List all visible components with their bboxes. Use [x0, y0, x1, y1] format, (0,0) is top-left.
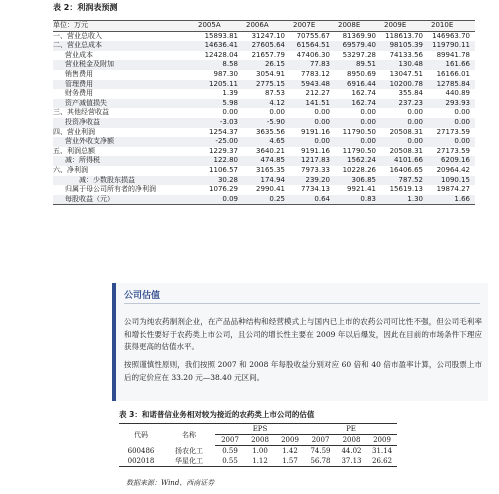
cell-value: 0.00: [360, 108, 376, 117]
cell-value: 162.74: [351, 89, 376, 98]
cell-value: 74133.56: [389, 50, 423, 59]
cell-value: 7783.12: [301, 69, 330, 78]
cell-value: 19874.27: [436, 185, 470, 194]
cell-value: 0.00: [269, 108, 285, 117]
table-row: [53, 118, 475, 128]
company-name: 扬农化工: [175, 446, 203, 455]
cell-value: 31247.10: [251, 31, 285, 40]
valuation-paragraph-1: 公司为纯农药制剂企业，在产品品种结构和经营模式上与国内已上市的农药公司可比性不强，但公司毛利率和增长性要好于农药类上市公司，且公司的增长性主要在 2009 年以后爆发，因此在目前的市场条件下理应获得更高的估值水平。: [124, 317, 482, 351]
income-statement-forecast-table: [53, 20, 475, 205]
code-header: 代码: [119, 424, 163, 446]
cell-value: 0.00: [381, 137, 428, 147]
table-row: [53, 80, 475, 90]
cell-value: 787.52: [381, 176, 428, 186]
cell-value: 0.00: [381, 118, 428, 128]
table-row: [119, 446, 397, 457]
cell-value: 0.25: [243, 195, 290, 205]
cell-value: 12785.84: [428, 80, 475, 90]
row-label: 归属于母公司所有者的净利润: [65, 185, 156, 194]
year-header: 2008: [245, 435, 275, 446]
cell-value: 0.00: [335, 137, 381, 147]
cell-value: 10228.26: [342, 165, 376, 174]
year-header: 2007E: [290, 21, 335, 32]
cell-value: 8950.69: [347, 69, 376, 78]
cell-value: 56.78: [305, 456, 336, 467]
cell-value: 4.65: [243, 137, 290, 147]
table-row: [53, 147, 475, 157]
cell-value: 4.12: [243, 99, 290, 109]
cell-value: 11790.50: [342, 127, 376, 136]
cell-value: 3640.21: [256, 146, 285, 155]
cell-value: 1.42: [282, 447, 298, 455]
cell-value: 10200.78: [381, 80, 428, 90]
year-header: 2010E: [428, 21, 475, 32]
cell-value: 0.64: [290, 195, 335, 205]
cell-value: 26.62: [367, 456, 397, 467]
cell-value: 77.83: [290, 60, 335, 70]
cell-value: 1.66: [428, 195, 475, 205]
cell-value: 1.30: [381, 195, 428, 205]
cell-value: 1.12: [245, 456, 275, 467]
row-label: 四、营业利润: [53, 127, 95, 136]
cell-value: 2990.41: [256, 185, 285, 194]
table2-header-row: [53, 21, 475, 32]
pe-group-header: PE: [305, 424, 397, 435]
row-label: 减：少数股东损益: [53, 176, 195, 186]
cell-value: 16406.65: [389, 165, 423, 174]
cell-value: 27605.64: [243, 41, 290, 51]
cell-value: 7734.13: [301, 185, 330, 194]
table-row: [53, 137, 475, 147]
cell-value: 0.83: [335, 195, 381, 205]
table-row: [53, 31, 475, 41]
cell-value: 70755.67: [296, 31, 330, 40]
cell-value: 26.15: [243, 60, 290, 70]
cell-value: 118613.70: [385, 31, 423, 40]
cell-value: 122.80: [195, 156, 243, 166]
table-row: [53, 185, 475, 195]
cell-value: 0.00: [407, 108, 423, 117]
cell-value: 1106.57: [209, 165, 238, 174]
cell-value: 440.89: [445, 89, 470, 98]
row-label: 一、营业总收入: [53, 31, 102, 40]
cell-value: 12428.04: [204, 50, 238, 59]
cell-value: 3054.91: [256, 69, 285, 78]
table3-title: 表 3：和诺普信业务相对较为接近的农药类上市公司的估值: [119, 410, 315, 419]
row-label: 六、净利润: [53, 165, 88, 174]
cell-value: 5943.48: [290, 80, 335, 90]
table-row: [53, 99, 475, 109]
table-row: [53, 128, 475, 138]
cell-value: 146963.70: [432, 31, 470, 40]
cell-value: 8.58: [195, 60, 243, 70]
company-name: 华星化工: [163, 456, 215, 467]
cell-value: 16166.01: [436, 69, 470, 78]
row-label: 每股收益（元）: [53, 195, 195, 205]
table-row: [53, 89, 475, 99]
cell-value: 1090.15: [428, 176, 475, 186]
table-row: [53, 176, 475, 186]
cell-value: 1229.37: [209, 146, 238, 155]
row-label: 财务费用: [65, 89, 93, 98]
cell-value: 89.51: [335, 60, 381, 70]
cell-value: 306.85: [335, 176, 381, 186]
cell-value: 130.48: [381, 60, 428, 70]
cell-value: 37.13: [336, 456, 367, 467]
cell-value: 0.00: [428, 118, 475, 128]
cell-value: 15619.13: [389, 185, 423, 194]
cell-value: 98105.39: [381, 41, 428, 51]
cell-value: 355.84: [398, 89, 423, 98]
row-label: 营业税金及附加: [53, 60, 195, 70]
cell-value: 6916.44: [335, 80, 381, 90]
cell-value: 27173.59: [436, 146, 470, 155]
cell-value: 9191.16: [301, 146, 330, 155]
cell-value: 0.00: [454, 108, 470, 117]
cell-value: 21657.79: [251, 50, 285, 59]
row-label: 投资净收益: [53, 118, 195, 128]
table-row: [53, 60, 475, 70]
cell-value: 212.27: [305, 89, 330, 98]
cell-value: -25.00: [195, 137, 243, 147]
cell-value: 987.30: [213, 69, 238, 78]
cell-value: 161.66: [428, 60, 475, 70]
year-header: 2008E: [335, 21, 381, 32]
year-header: 2006A: [243, 21, 290, 32]
cell-value: 61564.51: [290, 41, 335, 51]
valuation-divider: [124, 303, 480, 304]
table3-header-row-1: [119, 424, 397, 435]
cell-value: 4101.66: [381, 156, 428, 166]
valuation-title: 公司估值: [124, 291, 161, 301]
cell-value: 0.00: [335, 118, 381, 128]
cell-value: 81369.90: [342, 31, 376, 40]
cell-value: 0.00: [290, 137, 335, 147]
row-label: 营业成本: [65, 50, 93, 59]
row-label: 二、营业总成本: [53, 41, 195, 51]
cell-value: 20508.31: [389, 127, 423, 136]
cell-value: 1.00: [252, 447, 268, 455]
eps-group-header: EPS: [215, 424, 305, 435]
year-header: 2008: [336, 435, 367, 446]
row-label: 销售费用: [65, 69, 93, 78]
cell-value: 3635.56: [256, 127, 285, 136]
cell-value: 1217.83: [290, 156, 335, 166]
cell-value: 141.51: [290, 99, 335, 109]
valuation-paragraph-2: 按照谨慎性原则，我们按照 2007 和 2008 年每股收益分别对应 60 倍和 40 倍市盈率计算，公司股票上市后的定价应在 33.20 元—38.40 元区间。: [124, 360, 482, 382]
cell-value: 9191.16: [301, 127, 330, 136]
cell-value: 237.23: [381, 99, 428, 109]
cell-value: 20508.31: [389, 146, 423, 155]
year-header: 2009: [367, 435, 397, 446]
cell-value: 27173.59: [436, 127, 470, 136]
cell-value: 1.39: [222, 89, 238, 98]
cell-value: 53297.28: [342, 50, 376, 59]
cell-value: -3.03: [195, 118, 243, 128]
year-header: 2007: [215, 435, 245, 446]
cell-value: 1562.24: [335, 156, 381, 166]
unit-label: 单位：万元: [53, 21, 195, 32]
cell-value: 1254.37: [209, 127, 238, 136]
table-row: [53, 51, 475, 61]
cell-value: 87.53: [264, 89, 285, 98]
valuation-section: [112, 283, 488, 401]
cell-value: 6209.16: [428, 156, 475, 166]
cell-value: 20964.42: [436, 165, 470, 174]
year-header: 2009: [275, 435, 305, 446]
cell-value: 2775.15: [243, 80, 290, 90]
cell-value: 0.09: [195, 195, 243, 205]
cell-value: 293.93: [428, 99, 475, 109]
row-label: 减：所得税: [53, 156, 195, 166]
row-label: 资产减值损失: [53, 99, 195, 109]
cell-value: 474.85: [243, 156, 290, 166]
cell-value: 239.20: [290, 176, 335, 186]
cell-value: 9921.41: [347, 185, 376, 194]
cell-value: 1076.29: [209, 185, 238, 194]
stock-code: 600486: [127, 446, 155, 455]
cell-value: 47406.30: [296, 50, 330, 59]
cell-value: 30.28: [195, 176, 243, 186]
table-row: [53, 195, 475, 205]
table-row: [119, 456, 397, 467]
cell-value: -5.90: [243, 118, 290, 128]
year-header: 2009E: [381, 21, 428, 32]
cell-value: 3165.35: [256, 165, 285, 174]
year-header: 2007: [305, 435, 336, 446]
cell-value: 1.57: [275, 456, 305, 467]
cell-value: 119790.11: [428, 41, 475, 51]
cell-value: 0.00: [314, 108, 330, 117]
cell-value: 69579.40: [335, 41, 381, 51]
table-row: [53, 108, 475, 118]
name-header: 名称: [163, 424, 215, 446]
row-label: 管理费用: [53, 80, 195, 90]
cell-value: 15893.81: [204, 31, 238, 40]
cell-value: 89941.78: [436, 50, 470, 59]
cell-value: 1205.11: [195, 80, 243, 90]
cell-value: 31.14: [371, 447, 393, 455]
cell-value: 0.00: [290, 118, 335, 128]
cell-value: 0.00: [428, 137, 475, 147]
cell-value: 174.94: [243, 176, 290, 186]
row-label: 营业外收支净额: [53, 137, 195, 147]
cell-value: 13047.51: [389, 69, 423, 78]
data-source-note: 数据来源：Wind、西南证券: [126, 479, 215, 487]
stock-code: 002018: [119, 456, 163, 467]
cell-value: 0.00: [222, 108, 238, 117]
cell-value: 14636.41: [195, 41, 243, 51]
table-row: [53, 156, 475, 166]
table-row: [53, 166, 475, 176]
cell-value: 74.59: [310, 447, 331, 455]
table-row: [53, 70, 475, 80]
table-row: [53, 41, 475, 51]
peer-valuation-table: [119, 423, 397, 467]
cell-value: 5.98: [195, 99, 243, 109]
cell-value: 44.02: [341, 447, 362, 455]
year-header: 2005A: [195, 21, 243, 32]
cell-value: 0.55: [215, 456, 245, 467]
cell-value: 11790.50: [342, 146, 376, 155]
table2-title: 表 2：利润表预测: [53, 3, 118, 12]
cell-value: 162.74: [335, 99, 381, 109]
cell-value: 0.59: [222, 447, 238, 455]
row-label: 三、其他经营收益: [53, 108, 109, 117]
row-label: 五、利润总额: [53, 146, 95, 155]
cell-value: 7973.33: [301, 165, 330, 174]
